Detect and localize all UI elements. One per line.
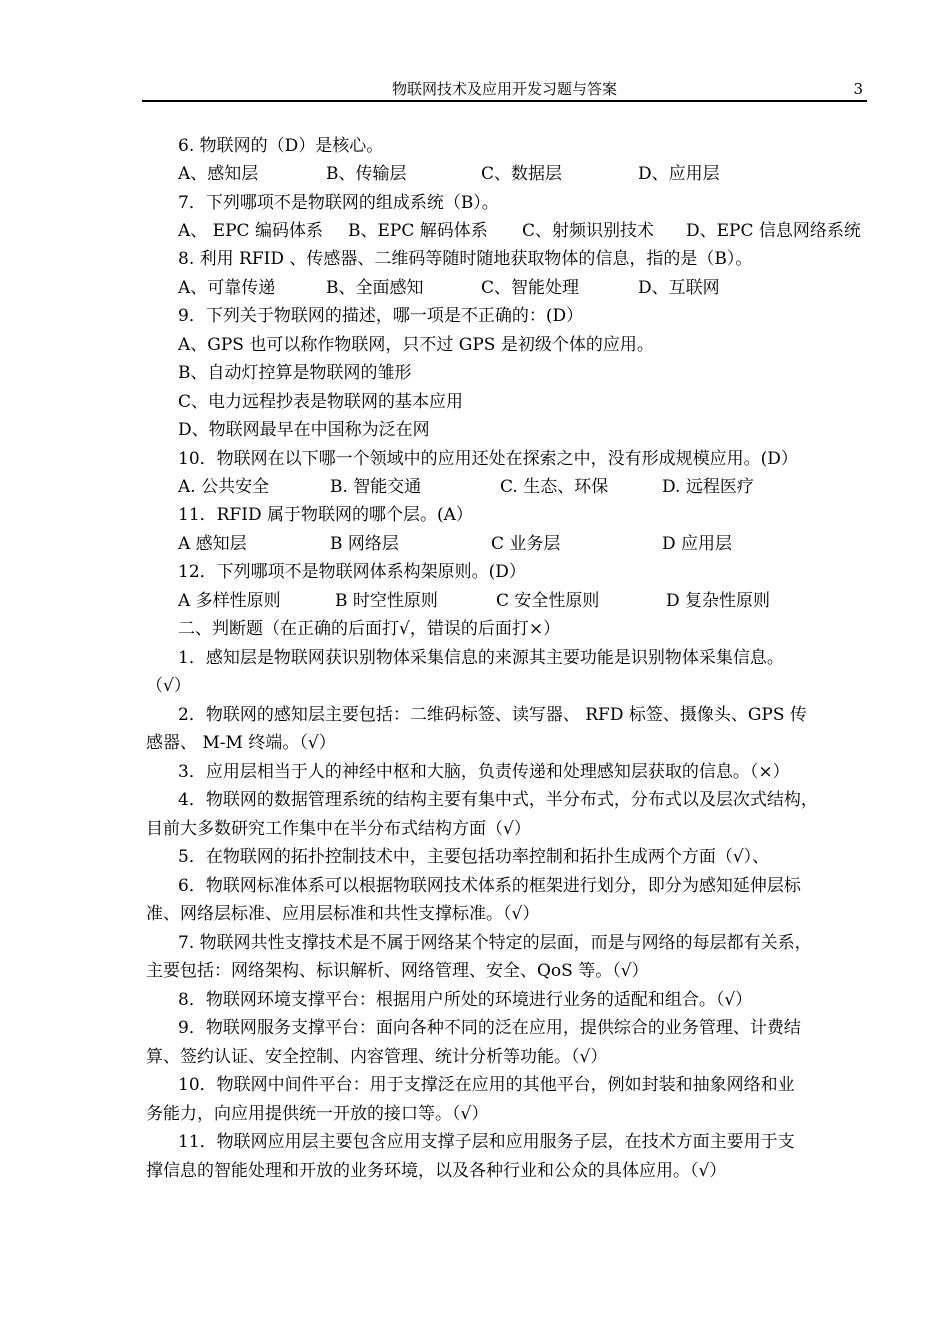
question-6: 6. 物联网的（D）是核心。 (178, 136, 384, 156)
q8-option-c: C、智能处理 (481, 278, 580, 298)
q10-option-a: A. 公共安全 (178, 477, 270, 497)
q12-option-b: B 时空性原则 (335, 591, 438, 611)
judgement-2-line-1: 2．物联网的感知层主要包括：二维码标签、读写器、 RFD 标签、摄像头、GPS 传 (178, 705, 807, 725)
header-title: 物联网技术及应用开发习题与答案 (391, 80, 617, 98)
q6-option-a: A、感知层 (178, 164, 259, 184)
judgement-4-line-1: 4．物联网的数据管理系统的结构主要有集中式，半分布式，分布式以及层次式结构， (178, 790, 818, 810)
q6-option-c: C、数据层 (481, 164, 563, 184)
question-8: 8. 利用 RFID 、传感器、二维码等随时随地获取物体的信息，指的是（B）。 (178, 249, 753, 269)
page-number: 3 (853, 80, 863, 98)
question-7: 7．下列哪项不是物联网的组成系统（B）。 (178, 193, 499, 213)
question-12: 12．下列哪项不是物联网体系构架原则。(D） (178, 562, 526, 582)
q7-option-a: A、 EPC 编码体系 (178, 221, 323, 241)
q7-option-b: B、EPC 解码体系 (348, 221, 488, 241)
question-10: 10．物联网在以下哪一个领域中的应用还处在探索之中，没有形成规模应用。(D） (178, 449, 798, 469)
q11-option-c: C 业务层 (491, 534, 561, 554)
q8-option-a: A、可靠传递 (178, 278, 276, 298)
question-11: 11．RFID 属于物联网的哪个层。(A） (178, 505, 473, 525)
q9-option-d: D、物联网最早在中国称为泛在网 (178, 420, 430, 440)
judgement-9-line-1: 9．物联网服务支撑平台：面向各种不同的泛在应用，提供综合的业务管理、计费结 (178, 1018, 801, 1038)
judgement-5-line-1: 5．在物联网的拓扑控制技术中，主要包括功率控制和拓扑生成两个方面（√）、 (178, 847, 770, 867)
q6-option-b: B、传输层 (326, 164, 407, 184)
q6-option-d: D、应用层 (638, 164, 720, 184)
judgement-11-line-2: 撑信息的智能处理和开放的业务环境，以及各种行业和公众的具体应用。（√） (146, 1161, 727, 1181)
q7-option-c: C、射频识别技术 (522, 221, 655, 241)
q12-option-a: A 多样性原则 (178, 591, 281, 611)
q12-option-d: D 复杂性原则 (666, 591, 771, 611)
judgement-7-line-2: 主要包括：网络架构、标识解析、网络管理、安全、QoS 等。（√） (146, 961, 649, 981)
q11-option-a: A 感知层 (178, 534, 247, 554)
judgement-10-line-1: 10．物联网中间件平台：用于支撑泛在应用的其他平台，例如封装和抽象网络和业 (178, 1075, 795, 1095)
q10-option-d: D. 远程医疗 (662, 477, 754, 497)
page-header (142, 78, 867, 102)
judgement-4-line-2: 目前大多数研究工作集中在半分布式结构方面（√） (146, 819, 531, 839)
judgement-8-line-1: 8．物联网环境支撑平台：根据用户所处的环境进行业务的适配和组合。（√） (178, 990, 753, 1010)
judgement-3-line-1: 3．应用层相当于人的神经中枢和大脑，负责传递和处理感知层获取的信息。（×） (178, 762, 790, 782)
q9-option-b: B、自动灯控算是物联网的雏形 (178, 363, 412, 383)
q12-option-c: C 安全性原则 (496, 591, 600, 611)
judgement-6-line-2: 准、网络层标准、应用层标准和共性支撑标准。（√） (146, 904, 540, 924)
q11-option-b: B 网络层 (330, 534, 399, 554)
q7-option-d: D、EPC 信息网络系统 (686, 221, 861, 241)
section-title: 二、判断题（在正确的后面打√，错误的后面打×） (178, 619, 561, 639)
q11-option-d: D 应用层 (662, 534, 733, 554)
q8-option-b: B、全面感知 (326, 278, 424, 298)
judgement-9-line-2: 算、签约认证、安全控制、内容管理、统计分析等功能。（√） (146, 1047, 608, 1067)
judgement-1-line-2: （√） (146, 676, 191, 696)
q10-option-c: C. 生态、环保 (500, 477, 609, 497)
question-9: 9．下列关于物联网的描述，哪一项是不正确的：(D） (178, 306, 584, 326)
judgement-11-line-1: 11．物联网应用层主要包含应用支撑子层和应用服务子层，在技术方面主要用于支 (178, 1132, 795, 1152)
judgement-1-line-1: 1．感知层是物联网获识别物体采集信息的来源其主要功能是识别物体采集信息。 (178, 648, 784, 668)
judgement-6-line-1: 6．物联网标准体系可以根据物联网技术体系的框架进行划分，即分为感知延伸层标 (178, 876, 801, 896)
q9-option-a: A、GPS 也可以称作物联网，只不过 GPS 是初级个体的应用。 (178, 335, 654, 355)
q9-option-c: C、电力远程抄表是物联网的基本应用 (178, 392, 464, 412)
judgement-7-line-1: 7. 物联网共性支撑技术是不属于网络某个特定的层面，而是与网络的每层都有关系， (178, 933, 812, 953)
q10-option-b: B. 智能交通 (330, 477, 422, 497)
judgement-2-line-2: 感器、 M-M 终端。（√） (146, 733, 336, 753)
q8-option-d: D、互联网 (638, 278, 720, 298)
judgement-10-line-2: 务能力，向应用提供统一开放的接口等。（√） (146, 1104, 489, 1124)
